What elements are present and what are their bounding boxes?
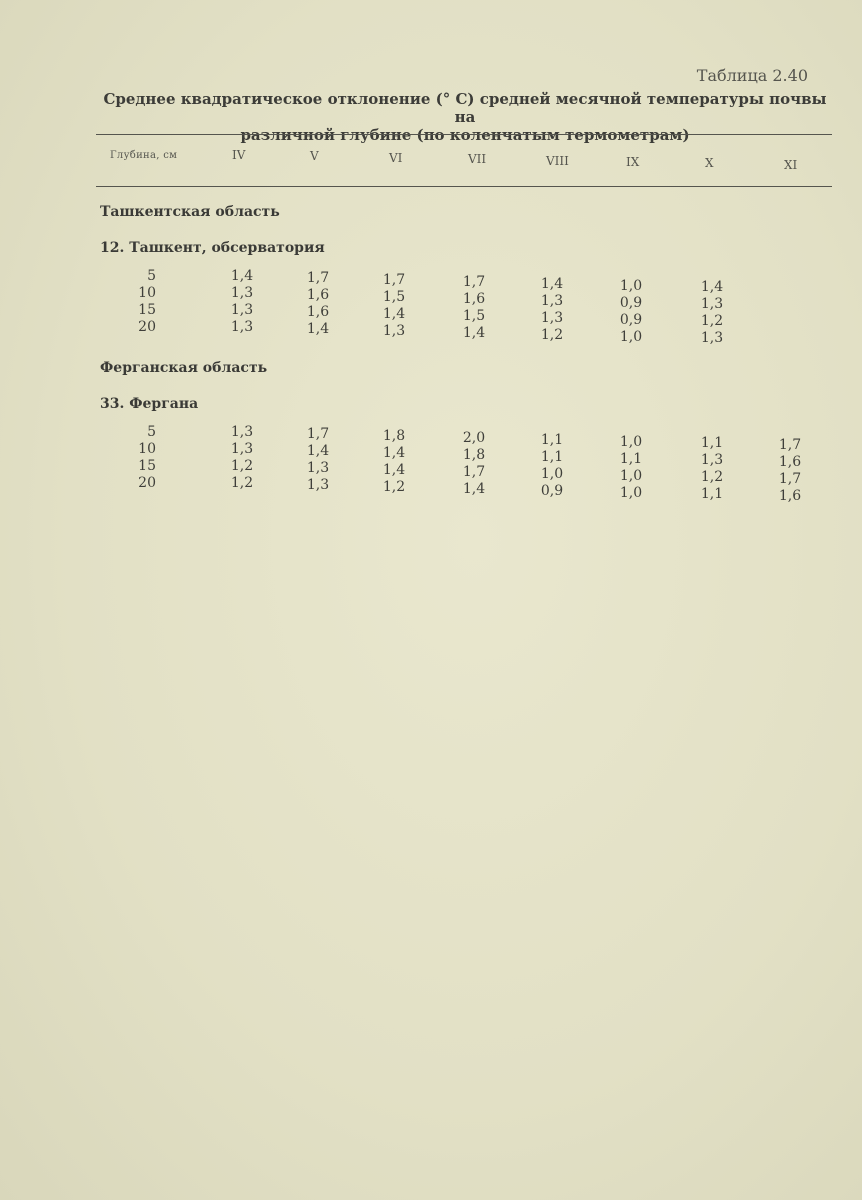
depth-cell: 15 bbox=[138, 302, 156, 318]
value-cell: 2,0 bbox=[462, 429, 486, 446]
value-cell: 1,6 bbox=[306, 286, 330, 303]
value-cell: 1,6 bbox=[778, 454, 802, 471]
value-cell: 1,0 bbox=[619, 328, 643, 345]
depth-cell: 20 bbox=[138, 475, 156, 491]
value-cell: 1,5 bbox=[382, 288, 406, 305]
value-cell: 1,2 bbox=[382, 478, 406, 495]
value-cell: 1,0 bbox=[619, 277, 643, 294]
value-cell: 1,7 bbox=[462, 273, 486, 290]
value-cell: 1,4 bbox=[700, 279, 724, 296]
value-cell: 1,2 bbox=[230, 475, 254, 491]
value-cell: 1,3 bbox=[540, 309, 564, 326]
value-cell: 1,6 bbox=[306, 303, 330, 320]
value-cell: 0,9 bbox=[540, 482, 564, 499]
header-month: X bbox=[705, 156, 714, 171]
value-cell: 1,1 bbox=[700, 486, 724, 503]
value-cell: 1,6 bbox=[462, 290, 486, 307]
value-cell: 1,4 bbox=[382, 444, 406, 461]
header-month: VI bbox=[389, 150, 403, 165]
value-cell: 1,0 bbox=[540, 465, 564, 482]
header-rule bbox=[96, 186, 832, 187]
value-cell: 1,0 bbox=[619, 433, 643, 450]
value-cell: 1,1 bbox=[619, 450, 643, 467]
value-cell: 1,0 bbox=[619, 467, 643, 484]
value-cell: 1,3 bbox=[306, 476, 330, 493]
depth-cell: 20 bbox=[138, 319, 156, 335]
value-cell: 1,3 bbox=[382, 322, 406, 339]
top-rule bbox=[96, 134, 832, 135]
value-cell: 1,3 bbox=[700, 296, 724, 313]
value-cell: 1,2 bbox=[700, 469, 724, 486]
value-cell: 1,7 bbox=[382, 271, 406, 288]
value-cell: 1,4 bbox=[230, 268, 254, 284]
value-cell: 1,8 bbox=[382, 427, 406, 444]
title-line-2: различной глубине (по коленчатым термометрам) bbox=[240, 126, 690, 144]
value-cell: 1,4 bbox=[382, 305, 406, 322]
value-cell: 1,4 bbox=[540, 275, 564, 292]
value-cell: 1,3 bbox=[540, 292, 564, 309]
region-heading: Ташкентская область bbox=[100, 204, 280, 220]
value-cell: 1,1 bbox=[540, 448, 564, 465]
header-month: IV bbox=[232, 148, 246, 162]
value-cell: 0,9 bbox=[619, 294, 643, 311]
value-cell: 1,3 bbox=[306, 459, 330, 476]
value-cell: 1,4 bbox=[462, 480, 486, 497]
depth-cell: 15 bbox=[138, 458, 156, 474]
value-cell: 1,4 bbox=[382, 461, 406, 478]
header-month: VII bbox=[468, 152, 487, 167]
value-cell: 1,1 bbox=[540, 431, 564, 448]
station-heading: 12. Ташкент, обсерватория bbox=[100, 240, 325, 256]
depth-cell: 10 bbox=[138, 441, 156, 457]
value-cell: 1,4 bbox=[462, 324, 486, 341]
value-cell: 1,7 bbox=[306, 425, 330, 442]
header-month: XI bbox=[784, 157, 798, 172]
value-cell: 1,0 bbox=[619, 484, 643, 501]
value-cell: 1,7 bbox=[306, 269, 330, 286]
header-month: VIII bbox=[546, 153, 569, 168]
value-cell: 1,3 bbox=[700, 330, 724, 347]
value-cell: 1,7 bbox=[778, 437, 802, 454]
header-depth-label: Глубина, см bbox=[110, 150, 178, 161]
title-line-1: Среднее квадратическое отклонение (° С) средней месячной температуры почвы на bbox=[103, 90, 827, 126]
value-cell: 1,3 bbox=[230, 302, 254, 318]
value-cell: 1,7 bbox=[462, 463, 486, 480]
value-cell: 1,3 bbox=[230, 441, 254, 457]
depth-cell: 5 bbox=[147, 268, 156, 284]
region-heading: Ферганская область bbox=[100, 360, 268, 376]
value-cell: 1,8 bbox=[462, 446, 486, 463]
value-cell: 1,3 bbox=[230, 424, 254, 440]
value-cell: 1,1 bbox=[700, 435, 724, 452]
value-cell: 1,3 bbox=[700, 452, 724, 469]
value-cell: 1,2 bbox=[540, 326, 564, 343]
value-cell: 1,3 bbox=[230, 285, 254, 301]
table-title bbox=[100, 90, 830, 144]
table-number: Таблица 2.40 bbox=[696, 66, 808, 85]
depth-cell: 10 bbox=[138, 285, 156, 301]
value-cell: 1,3 bbox=[230, 319, 254, 335]
value-cell: 1,2 bbox=[700, 313, 724, 330]
header-month: V bbox=[310, 149, 319, 164]
value-cell: 0,9 bbox=[619, 311, 643, 328]
value-cell: 1,5 bbox=[462, 307, 486, 324]
value-cell: 1,6 bbox=[778, 488, 802, 505]
depth-cell: 5 bbox=[147, 424, 156, 440]
value-cell: 1,7 bbox=[778, 471, 802, 488]
header-month: IX bbox=[626, 155, 640, 169]
value-cell: 1,2 bbox=[230, 458, 254, 474]
station-heading: 33. Фергана bbox=[100, 396, 199, 412]
value-cell: 1,4 bbox=[306, 320, 330, 337]
value-cell: 1,4 bbox=[306, 442, 330, 459]
